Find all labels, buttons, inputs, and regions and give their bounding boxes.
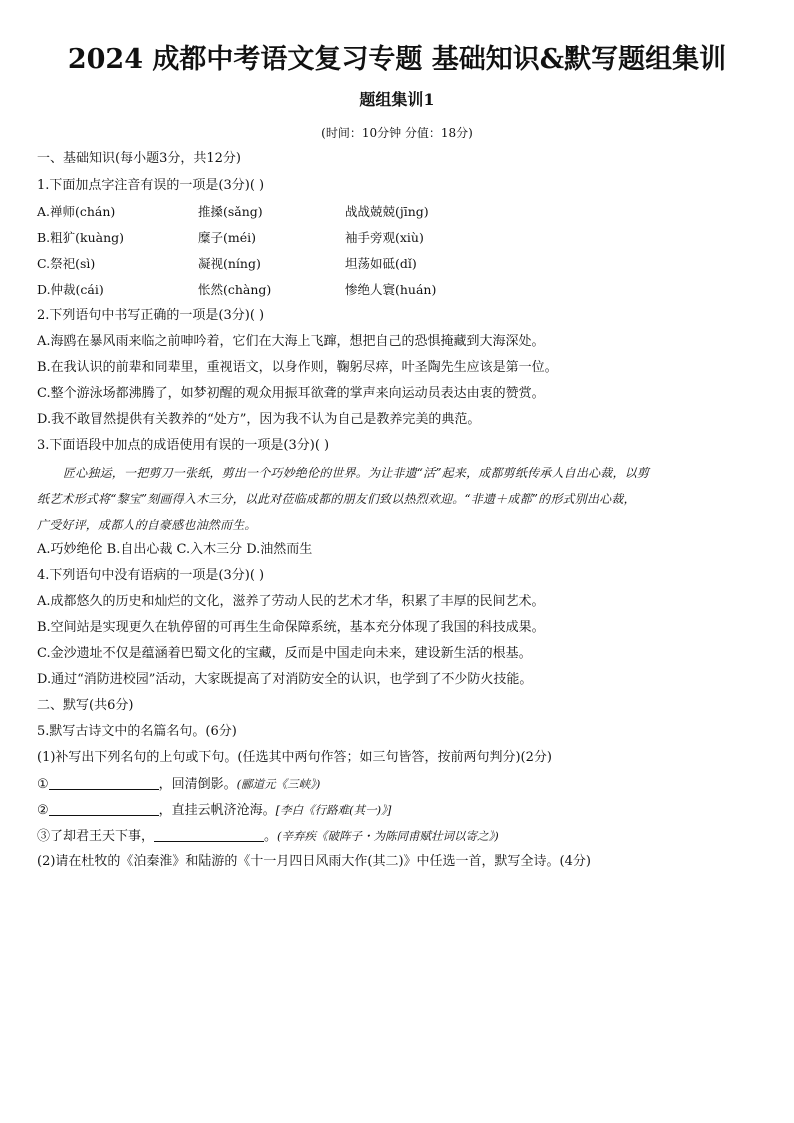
document-subtitle: 题组集训1	[359, 90, 435, 109]
q2-option-d: D.我不敢冒然提供有关教养的“处方”，因为我不认为自己是教养完美的典范。	[37, 412, 481, 427]
q3-passage-line-3: 广受好评，成都人的自豪感也油然而生。	[37, 518, 257, 532]
q4-option-a: A.成都悠久的历史和灿烂的文化，滋养了劳动人民的艺术才华，积累了丰厚的民间艺术。	[37, 594, 545, 609]
answer-blank[interactable]	[49, 802, 159, 816]
question-3-stem: 3.下面语段中加点的成语使用有误的一项是(3分)( )	[37, 438, 330, 453]
question-5-stem: 5.默写古诗文中的名篇名句。(6分)	[37, 724, 237, 739]
q1-option-a-2: 推搡(sǎng)	[198, 204, 263, 219]
answer-blank[interactable]	[49, 776, 159, 790]
q3-passage	[37, 460, 759, 538]
q1-option-c-1: C.祭祀(sì)	[37, 256, 96, 271]
item-source: (辛弃疾《破阵子・为陈同甫赋壮词以寄之》)	[277, 829, 499, 843]
document-title: 2024 成都中考语文复习专题 基础知识&默写题组集训	[67, 44, 727, 75]
q2-option-b: B.在我认识的前辈和同辈里，重视语文，以身作则，鞠躬尽瘁，叶圣陶先生应该是第一位。	[37, 360, 558, 375]
q2-option-a: A.海鸥在暴风雨来临之前呻吟着，它们在大海上飞蹿，想把自己的恐惧掩藏到大海深处。	[37, 334, 545, 349]
q1-option-c-3: 坦荡如砥(dǐ)	[345, 256, 417, 271]
q1-option-d-2: 怅然(chàng)	[198, 282, 272, 297]
q1-option-b-3: 袖手旁观(xiù)	[345, 230, 424, 245]
q5-part-1-instruction: (1)补写出下列名句的上句或下句。(任选其中两句作答；如三句皆答，按前两句判分)(2分)	[37, 750, 552, 765]
q1-option-d-1: D.仲裁(cái)	[37, 282, 104, 297]
q4-option-c: C.金沙遗址不仅是蕴涵着巴蜀文化的宝藏，反而是中国走向未来，建设新生活的根基。	[37, 646, 532, 661]
q4-option-b: B.空间站是实现更久在轨停留的可再生生命保障系统，基本充分体现了我国的科技成果。	[37, 620, 545, 635]
q5-item-2	[37, 801, 391, 820]
question-1-stem: 1.下面加点字注音有误的一项是(3分)( )	[37, 178, 265, 193]
item-source: [李白《行路难(其一)》]	[275, 803, 392, 817]
item-source: (郦道元《三峡》)	[236, 777, 321, 791]
q2-option-c: C.整个游泳场都沸腾了，如梦初醒的观众用振耳欲聋的掌声来向运动员表达由衷的赞赏。	[37, 386, 545, 401]
question-2-stem: 2.下列语句中书写正确的一项是(3分)( )	[37, 308, 265, 323]
item-text-before: 了却君王天下事，	[50, 829, 155, 844]
q1-option-b-1: B.粗犷(kuàng)	[37, 230, 125, 245]
time-score-info: (时间：10分钟 分值：18分)	[321, 126, 473, 140]
q5-part-2-instruction: (2)请在杜牧的《泊秦淮》和陆游的《十一月四日风雨大作(其二)》中任选一首，默写全诗。(4分)	[37, 854, 591, 869]
q3-passage-line-2: 纸艺术形式将“黎宝”刻画得入木三分，以此对莅临成都的朋友们致以热烈欢迎。“非遗＋成都”的形式别出心裁，	[37, 492, 636, 506]
q4-option-d: D.通过“消防进校园”活动，大家既提高了对消防安全的认识，也学到了不少防火技能。	[37, 672, 533, 687]
q1-option-d-3: 惨绝人寰(huán)	[345, 282, 437, 297]
q1-option-a-1: A.禅师(chán)	[37, 204, 116, 219]
item-number: ②	[37, 803, 49, 818]
q1-option-b-2: 糜子(méi)	[198, 230, 257, 245]
answer-blank[interactable]	[154, 828, 264, 842]
item-text: ，直挂云帆济沧海。	[158, 803, 276, 818]
item-number: ①	[37, 777, 49, 792]
q1-option-a-3: 战战兢兢(jīng)	[345, 204, 429, 219]
item-number: ③	[37, 829, 51, 844]
section-2-heading: 二、默写(共6分)	[37, 698, 134, 713]
q5-item-1	[37, 775, 320, 794]
question-4-stem: 4.下列语句中没有语病的一项是(3分)( )	[37, 568, 265, 583]
q3-passage-line-1: 匠心独运，一把剪刀一张纸，剪出一个巧妙绝伦的世界。为让非遗“活”起来，成都剪纸传承人自出心裁，以剪	[63, 466, 650, 480]
item-text: ，回清倒影。	[158, 777, 237, 792]
item-text: 。	[264, 829, 278, 844]
section-1-heading: 一、基础知识(每小题3分，共12分)	[37, 151, 241, 166]
q3-options: A.巧妙绝伦 B.自出心裁 C.入木三分 D.油然而生	[37, 542, 313, 557]
q1-option-c-2: 凝视(níng)	[198, 256, 261, 271]
q5-item-3	[37, 827, 499, 846]
